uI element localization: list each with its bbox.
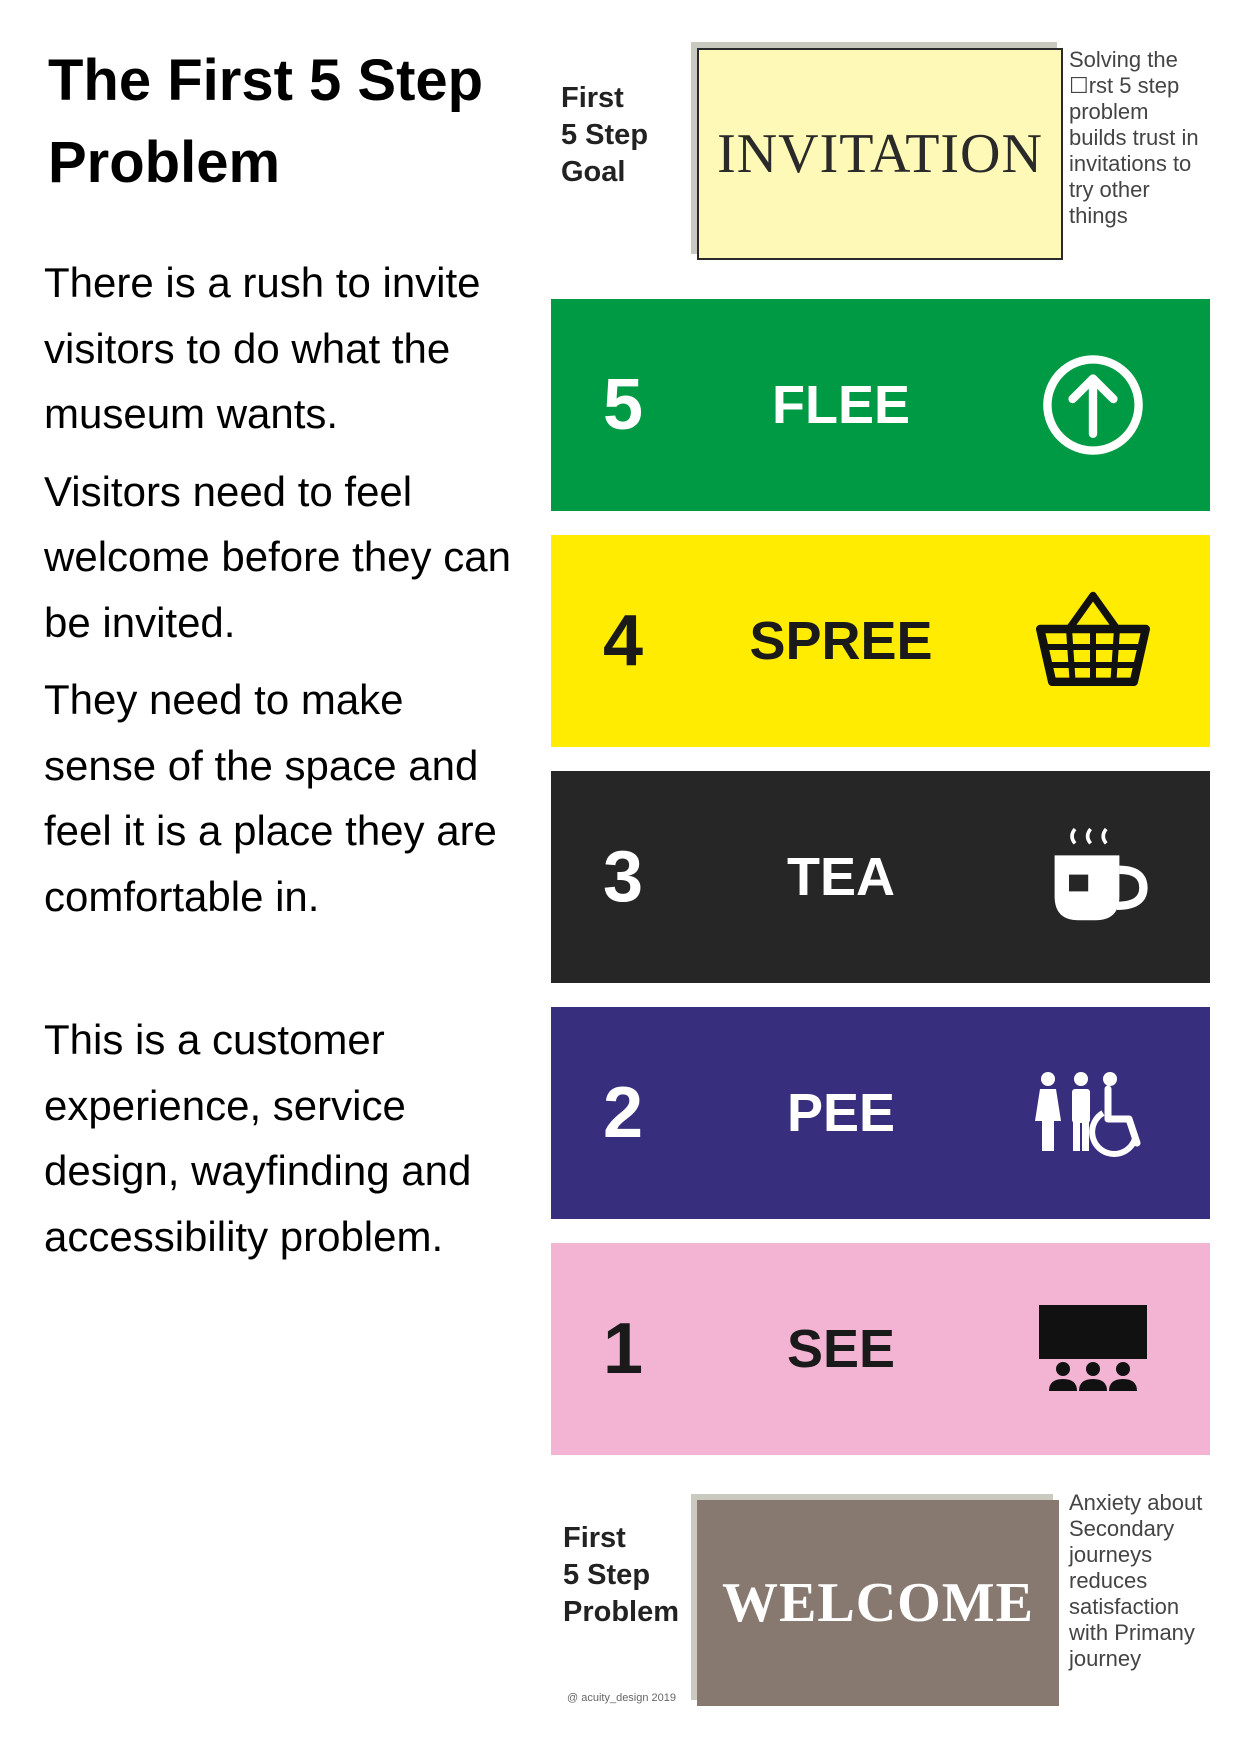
goal-note: Solving the ☐rst 5 step problem builds trust in invitations to try other things [1069,47,1199,228]
problem-label: First 5 Step Problem [563,1522,680,1628]
toilets-icon [1033,1053,1153,1173]
problem-note: Anxiety about Secondary journeys reduces satisfaction with Primany journey [1069,1490,1203,1671]
step-pee [551,1007,1210,1219]
goal-label: First 5 Step Goal [561,82,649,188]
step-word: SPREE [749,611,933,671]
step-word: TEA [787,847,895,907]
paragraph-rush: There is a rush to invite visitors to do what the museum wants. [44,259,481,437]
audience-screen-icon [1033,1289,1153,1409]
paragraph-space: They need to make sense of the space and feel it is a place they are comfortable in. [44,676,497,920]
coffee-cup-icon [1033,817,1153,937]
welcome-text: WELCOME [722,1572,1034,1634]
copyright-text: @ acuity_design 2019 [567,1692,677,1704]
step-see [551,1243,1210,1455]
step-flee [551,299,1210,511]
step-spree [551,535,1210,747]
arrow-up-circle-icon [1033,345,1153,465]
step-word: SEE [786,1319,896,1379]
invitation-box [697,48,1063,260]
invitation-text: INVITATION [717,123,1043,185]
paragraph-problem-type: This is a customer experience, service design, wayfinding and accessibility problem. [44,1016,472,1260]
shopping-basket-icon [1033,581,1153,701]
step-word: FLEE [771,375,910,435]
step-number: 2 [603,1073,644,1153]
step-tea [551,771,1210,983]
step-word: PEE [786,1083,896,1143]
step-number: 5 [603,365,644,445]
paragraph-welcome: Visitors need to feel welcome before they can be invited. [44,467,511,646]
step-number: 4 [603,601,644,681]
step-number: 1 [603,1309,644,1389]
body-text [44,250,514,1281]
step-number: 3 [603,837,644,917]
welcome-box [697,1500,1059,1706]
page-title: The First 5 Step Problem [48,48,484,195]
